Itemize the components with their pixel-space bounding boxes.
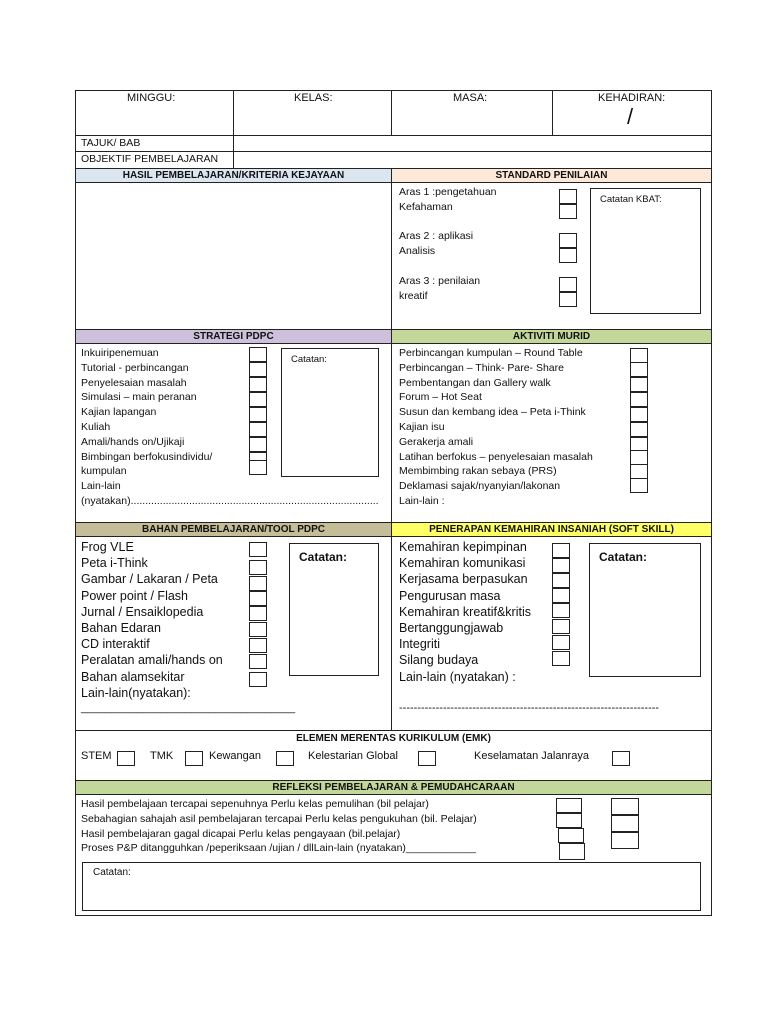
kehadiran-slash: / bbox=[627, 104, 634, 129]
list-item: Deklamasi sajak/nyanyian/lakonan bbox=[399, 480, 561, 493]
kehadiran-label: KEHADIRAN: bbox=[598, 92, 666, 104]
refleksi-count-box[interactable] bbox=[559, 843, 585, 860]
list-item: Sebahagian sahajah asil pembelajaran tercapai Perlu kelas pengukuhan (bil. Pelajar) bbox=[81, 812, 477, 825]
aras1-checkbox[interactable] bbox=[559, 204, 577, 219]
aras1-checkbox[interactable] bbox=[559, 189, 577, 204]
list-item: Frog VLE bbox=[81, 540, 134, 554]
aras2-line2: Analisis bbox=[399, 245, 436, 257]
aktiviti-checkbox[interactable] bbox=[630, 348, 648, 363]
refleksi-count-box[interactable] bbox=[556, 813, 582, 828]
emk-stem-checkbox[interactable] bbox=[117, 751, 135, 766]
list-item: Kerjasama berpasukan bbox=[399, 572, 528, 587]
aktiviti-checkbox[interactable] bbox=[630, 464, 648, 479]
list-item: Bimbingan berfokusindividu/ bbox=[81, 450, 213, 463]
refleksi-catatan-box[interactable] bbox=[82, 862, 701, 911]
emk-keselamatan-checkbox[interactable] bbox=[612, 751, 630, 766]
bahan-line: ___________________________________ bbox=[81, 702, 296, 714]
list-item: Pengurusan masa bbox=[399, 588, 501, 603]
refleksi-title: REFLEKSI PEMBELAJARAN & PEMUDAHCARAAN bbox=[75, 780, 712, 795]
soft-title: PENERAPAN KEMAHIRAN INSANIAH (SOFT SKILL) bbox=[391, 522, 712, 537]
soft-checkbox[interactable] bbox=[552, 543, 570, 558]
list-item: Hasil pembelajaan tercapai sepenuhnya Perlu kelas pemulihan (bil pelajar) bbox=[81, 798, 429, 810]
bahan-catatan-label: Catatan: bbox=[299, 550, 348, 564]
list-item: Kuliah bbox=[81, 420, 111, 433]
aktiviti-checkbox[interactable] bbox=[630, 377, 648, 392]
hasil-title: HASIL PEMBELAJARAN/KRITERIA KEJAYAAN bbox=[75, 168, 392, 183]
list-item: Bahan Edaran bbox=[81, 621, 161, 636]
aras2-checkbox[interactable] bbox=[559, 233, 577, 248]
bahan-checkbox[interactable] bbox=[249, 638, 267, 653]
list-item: Power point / Flash bbox=[81, 588, 188, 603]
aktiviti-list bbox=[399, 346, 593, 509]
aktiviti-checkbox[interactable] bbox=[630, 362, 648, 377]
strategi-checkbox[interactable] bbox=[249, 362, 267, 377]
strategi-checkbox[interactable] bbox=[249, 377, 267, 392]
column-divider bbox=[391, 168, 392, 730]
list-item: Bertanggungjawab bbox=[399, 621, 504, 636]
bahan-checkbox[interactable] bbox=[249, 654, 267, 669]
list-item: Kajian lapangan bbox=[81, 406, 157, 419]
list-item: Lain-lain (nyatakan) : bbox=[399, 669, 516, 684]
divider bbox=[75, 151, 712, 152]
aras1-line1: Aras 1 :pengetahuan bbox=[399, 186, 497, 198]
list-item: Forum – Hot Seat bbox=[399, 391, 482, 404]
list-item: Kemahiran kreatif&kritis bbox=[399, 604, 531, 619]
divider bbox=[75, 730, 712, 731]
list-item: Integriti bbox=[399, 637, 440, 652]
strategi-title: STRATEGI PDPC bbox=[75, 329, 392, 344]
refleksi-count-box[interactable] bbox=[558, 828, 584, 843]
emk-kelestarian-checkbox[interactable] bbox=[418, 751, 436, 766]
list-item: (nyatakan)..................................................................................... bbox=[81, 494, 379, 507]
refleksi-count-box[interactable] bbox=[611, 798, 639, 815]
masa-label: MASA: bbox=[453, 92, 488, 104]
list-item: Jurnal / Ensaiklopedia bbox=[81, 604, 204, 619]
soft-checkbox[interactable] bbox=[552, 635, 570, 650]
list-item: Gambar / Lakaran / Peta bbox=[81, 572, 218, 587]
list-item: Kemahiran komunikasi bbox=[399, 556, 526, 571]
list-item: Penyelesaian masalah bbox=[81, 376, 187, 389]
list-item: Hasil pembelajaran gagal dicapai Perlu kelas pengayaan (bil.pelajar) bbox=[81, 827, 401, 840]
soft-checkbox[interactable] bbox=[552, 619, 570, 634]
aras3-line1: Aras 3 : penilaian bbox=[399, 275, 481, 287]
strategi-checkbox[interactable] bbox=[249, 347, 267, 362]
list-item: kumpulan bbox=[81, 465, 127, 478]
aras3-checkbox[interactable] bbox=[559, 277, 577, 292]
bahan-checkbox[interactable] bbox=[249, 591, 267, 606]
emk-kewangan-checkbox[interactable] bbox=[276, 751, 294, 766]
aktiviti-checkbox[interactable] bbox=[630, 392, 648, 407]
list-item: Latihan berfokus – penyelesaian masalah bbox=[399, 450, 593, 463]
bahan-checkbox[interactable] bbox=[249, 542, 267, 557]
aras2-checkbox[interactable] bbox=[559, 248, 577, 263]
soft-catatan-box[interactable] bbox=[589, 543, 701, 677]
list-item: Membimbing rakan sebaya (PRS) bbox=[399, 465, 557, 478]
catatan-kbat-box[interactable] bbox=[590, 188, 701, 314]
bahan-checkbox[interactable] bbox=[249, 576, 267, 591]
list-item: Susun dan kembang idea – Peta i-Think bbox=[399, 406, 586, 419]
emk-keselamatan-label: Keselamatan Jalanraya bbox=[474, 750, 589, 762]
list-item: Perbincangan – Think- Pare- Share bbox=[399, 361, 564, 374]
emk-stem-label: STEM bbox=[81, 750, 112, 762]
soft-checkbox[interactable] bbox=[552, 573, 570, 588]
soft-list bbox=[399, 539, 531, 685]
soft-checkbox[interactable] bbox=[552, 603, 570, 618]
aras3-checkbox[interactable] bbox=[559, 292, 577, 307]
strategi-checkbox[interactable] bbox=[249, 392, 267, 407]
soft-checkbox[interactable] bbox=[552, 651, 570, 666]
bahan-checkbox[interactable] bbox=[249, 672, 267, 687]
catatan-kbat-label: Catatan KBAT: bbox=[600, 194, 662, 205]
list-item: Kemahiran kepimpinan bbox=[399, 540, 527, 554]
strategi-checkbox[interactable] bbox=[249, 422, 267, 437]
aktiviti-checkbox[interactable] bbox=[630, 422, 648, 437]
tajuk-label: TAJUK/ BAB bbox=[81, 137, 141, 149]
soft-catatan-label: Catatan: bbox=[599, 550, 648, 564]
divider bbox=[391, 90, 392, 136]
standard-title: STANDARD PENILAIAN bbox=[391, 168, 712, 183]
list-item: Proses P&P ditangguhkan /peperiksaan /ujian / dllLain-lain (nyatakan)____________ bbox=[81, 842, 477, 855]
aras2-line1: Aras 2 : aplikasi bbox=[399, 230, 474, 242]
bahan-catatan-box[interactable] bbox=[289, 543, 379, 676]
list-item: Silang budaya bbox=[399, 653, 479, 668]
kelas-label: KELAS: bbox=[294, 92, 333, 104]
emk-kewangan-label: Kewangan bbox=[209, 750, 261, 762]
bahan-checkbox[interactable] bbox=[249, 622, 267, 637]
list-item: Simulasi – main peranan bbox=[81, 391, 197, 404]
list-item: Gerakerja amali bbox=[399, 435, 474, 448]
refleksi-count-box[interactable] bbox=[611, 832, 639, 849]
aktiviti-checkbox[interactable] bbox=[630, 407, 648, 422]
strategi-checkbox[interactable] bbox=[249, 407, 267, 422]
list-item: Bahan alamsekitar bbox=[81, 669, 185, 684]
list-item: CD interaktif bbox=[81, 637, 150, 652]
strategi-catatan-label: Catatan: bbox=[291, 354, 327, 365]
list-item: Lain-lain bbox=[81, 480, 121, 493]
objektif-label: OBJEKTIF PEMBELAJARAN bbox=[81, 153, 219, 165]
list-item: Perbincangan kumpulan – Round Table bbox=[399, 347, 583, 359]
bahan-checkbox[interactable] bbox=[249, 606, 267, 621]
list-item: Inkuiripenemuan bbox=[81, 347, 159, 359]
list-item: Peta i-Think bbox=[81, 556, 148, 571]
emk-kelestarian-label: Kelestarian Global bbox=[308, 750, 398, 762]
emk-title: ELEMEN MERENTAS KURIKULUM (EMK) bbox=[296, 733, 491, 744]
aktiviti-checkbox[interactable] bbox=[630, 478, 648, 493]
list-item: Amali/hands on/Ujikaji bbox=[81, 435, 185, 448]
strategi-checkbox[interactable] bbox=[249, 437, 267, 452]
strategi-catatan-box[interactable] bbox=[281, 348, 379, 477]
minggu-label: MINGGU: bbox=[127, 92, 176, 104]
bahan-list bbox=[81, 539, 223, 701]
aktiviti-checkbox[interactable] bbox=[630, 450, 648, 465]
emk-tmk-checkbox[interactable] bbox=[185, 751, 203, 766]
bahan-title: BAHAN PEMBELAJARAN/TOOL PDPC bbox=[75, 522, 392, 537]
aras3-line2: kreatif bbox=[399, 290, 428, 302]
soft-checkbox[interactable] bbox=[552, 558, 570, 573]
refleksi-list bbox=[81, 797, 477, 856]
refleksi-count-box[interactable] bbox=[556, 798, 582, 813]
list-item: Pembentangan dan Gallery walk bbox=[399, 376, 551, 389]
aras1-line2: Kefahaman bbox=[399, 201, 453, 213]
emk-tmk-label: TMK bbox=[150, 750, 174, 762]
soft-checkbox[interactable] bbox=[552, 588, 570, 603]
list-item: Lain-lain(nyatakan): bbox=[81, 685, 191, 700]
divider bbox=[552, 90, 553, 136]
strategi-checkbox[interactable] bbox=[249, 460, 267, 475]
list-item: Tutorial - perbincangan bbox=[81, 361, 189, 374]
list-item: Peralatan amali/hands on bbox=[81, 653, 223, 668]
aktiviti-title: AKTIVITI MURID bbox=[391, 329, 712, 344]
divider bbox=[233, 90, 234, 136]
divider bbox=[75, 135, 712, 136]
refleksi-catatan-label: Catatan: bbox=[93, 867, 131, 878]
refleksi-count-box[interactable] bbox=[611, 815, 639, 832]
bahan-checkbox[interactable] bbox=[249, 560, 267, 575]
list-item: Kajian isu bbox=[399, 420, 445, 433]
list-item: Lain-lain : bbox=[399, 494, 445, 507]
soft-line: ----------------------------------------------------------------------- bbox=[399, 702, 660, 714]
